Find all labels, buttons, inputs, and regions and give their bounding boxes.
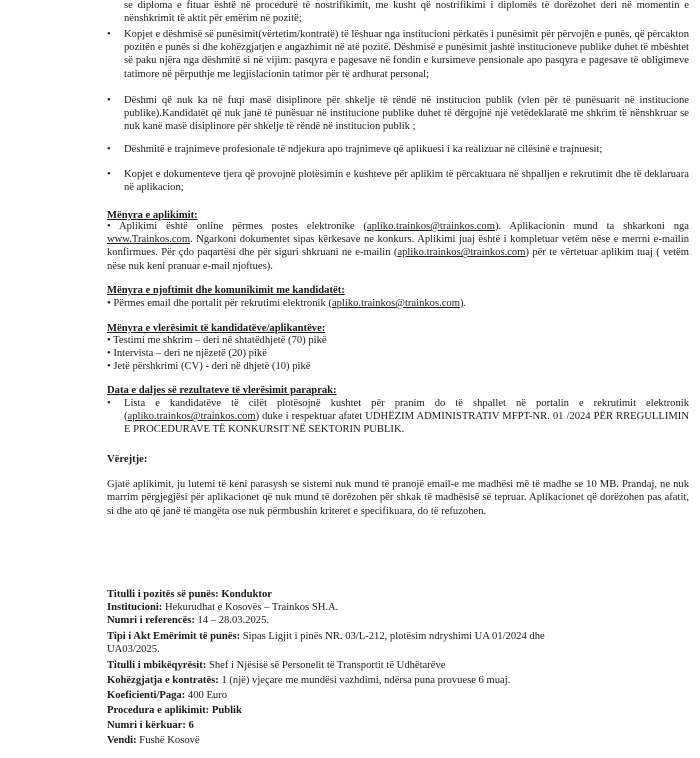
list-item-text: Kopjet e dokumenteve tjera që provojnë plotësimin e kushteve për aplikim të përcaktuara në shpalljen e rekrutimit dhe të deklaruara në aplikacion;	[124, 169, 689, 194]
act-row	[107, 630, 545, 643]
list-item-text: Dëshmitë e trajnimeve profesionale të ndjekura apo trajnimeve që aplikuesi i ka realizuar në cilësinë e trajnuesit;	[124, 144, 603, 155]
results-text	[124, 397, 689, 437]
supervisor-value: Shef i Njësisë së Personelit të Transportit të Udhëtarëve	[208, 660, 446, 671]
evaluation-item: • Jetë përshkrimi (CV) - deri në dhjetë (10) pikë	[107, 361, 311, 372]
procedure-row	[107, 704, 242, 717]
results-text-part: ) duke i respektuar afatet UDHËZIM ADMINISTRATIV MFPT-NR. 01 /2024 PËR RREGULLIMIN E PROCEDURAVE TË KONKURSIT NË SEKTORIN PUBLIK.	[124, 411, 689, 436]
duration-row	[107, 674, 510, 687]
list-bullet: •	[107, 398, 111, 409]
list-item-text: Kopjet e dëshmisë së punësimit(vërtetim/kontratë) të lëshuar nga institucioni përkatës i punësimit për përvojën e punës, që përcakton pozitën e punës si dhe kohëzgjatjen e angazhimit në atë pozitë. Dëshmisë e punësimit jashtë institucioneve publike duhet të mbështet së paku njëra nga dëshmitë si në vijim: pasqyra e pagesave në fondin e kursimeve pensionale apo pasqyra e pagesave të obligimeve tatimore në përputhje me legjislacionin tatimor për të ardhurat personal;	[124, 29, 689, 80]
list-item	[107, 168, 689, 194]
institution-row	[107, 601, 338, 614]
application-text-part: • Aplikimi është online përmes postes elektronike (	[107, 221, 367, 232]
job-title-label: Titulli i pozitës së punës:	[107, 589, 219, 600]
application-text-part: ) për te vërtetuar aplikim tuaj ( vetëm nëse nuk keni pranuar e-mail njoftues).	[107, 247, 689, 272]
list-item-text: Dëshmi që nuk ka në fuqi masë disiplinore për shkelje të rëndë në institucion publik (vlen për të punësuarit në institucione publike).Kandidatët që nuk janë të punësuar në institucione publike duhet të dërgojnë një vetëdeklaratë me shkrim të nënshkruar se nuk kanë masë disiplinore për shkelje të rëndë në institucion publik ;	[124, 95, 689, 133]
procedure-value: Publik	[211, 705, 242, 716]
list-item-text: se diploma e fituar është në procedurë të nostrifikimit, me kusht që nostrifikimi i diplomës të dorëzohet deri në momentin e nënshkrimit të aktit për emërim në pozitë;	[124, 0, 689, 25]
application-email-link[interactable]: apliko.trainkos@trainkos.com	[397, 247, 526, 259]
communication-heading: Mënyra e njoftimit dhe komunikimit me kandidatët:	[107, 285, 345, 296]
supervisor-row	[107, 659, 446, 672]
application-text-part: ). Aplikacionin mund ta shkarkoni nga	[494, 221, 690, 232]
place-value: Fushë Kosovë	[139, 735, 200, 746]
list-bullet: •	[107, 29, 111, 40]
salary-row	[107, 689, 227, 702]
website-link[interactable]: www.Trainkos.com	[107, 234, 191, 246]
application-text-part: . Ngarkoni dokumentet sipas kërkesave ne konkurs. Aplikimi juaj është i kompletuar vetëm nëse e merrni e-mailin konfirmues. Për çdo paqartësi dhe për siguri shkruani ne e-mailin (	[107, 234, 689, 259]
remarks-text: Gjatë aplikimit, ju lutemi të keni parasysh se sistemi nuk mund të pranojë email-e me madhësi më të madhe se 10 MB. Prandaj, ne nuk marrim përgjegjësi për aplikacionet që nuk mund të dorëzohen për shkak të madhësisë së tepruar. Aplikacionet që dorëzohen pas afatit, si dhe ato që janë të mangëta ose nuk përmbushin kriteret e specifikuara, do të refuzohen.	[107, 479, 689, 517]
results-email-link[interactable]: apliko.trainkos@trainkos.com	[127, 411, 256, 423]
place-label: Vendi:	[107, 735, 137, 746]
institution-label: Institucioni:	[107, 602, 163, 613]
count-value: 6	[188, 720, 194, 731]
list-item	[107, 94, 689, 138]
list-bullet: •	[107, 169, 111, 180]
results-item	[107, 397, 689, 439]
count-row	[107, 719, 194, 732]
procedure-label: Procedura e aplikimit:	[107, 705, 210, 716]
application-heading: Mënyra e aplikimit:	[107, 210, 198, 221]
act-value: Sipas Ligjit i pinës NR. 03/L-212, plotësim ndryshimi UA 01/2024 dhe	[242, 631, 545, 642]
salary-label: Koeficienti/Paga:	[107, 690, 186, 701]
supervisor-label: Titulli i mbikëqyrësit:	[107, 660, 207, 671]
evaluation-item: • Intervista – deri ne njëzetë (20) pikë	[107, 348, 267, 359]
list-bullet: •	[107, 95, 111, 106]
results-heading: Data e daljes së rezultateve të vlerësimit paraprak:	[107, 385, 337, 396]
application-email-link[interactable]: apliko.trainkos@trainkos.com	[366, 221, 495, 232]
count-label: Numri i kërkuar:	[107, 720, 186, 731]
evaluation-item: • Testimi me shkrim – deri në shtatëdhjetë (70) pikë	[107, 335, 327, 346]
communication-email-link[interactable]: apliko.trainkos@trainkos.com	[331, 298, 460, 309]
application-text	[107, 220, 689, 273]
reference-value: 14 – 28.03.2025.	[197, 615, 270, 626]
duration-value: 1 (një) vjeçare me mundësi vazhdimi, ndërsa puna provuese 6 muaj.	[221, 675, 511, 686]
reference-row	[107, 614, 269, 627]
results-text-part: Lista e kandidatëve të cilët plotësojnë kushtet për pranim do të shpallet në portalin e rekrutimit elektronik (	[124, 398, 689, 423]
duration-label: Kohëzgjatja e kontratës:	[107, 675, 219, 686]
salary-value: 400 Euro	[187, 690, 228, 701]
job-title-row	[107, 588, 272, 601]
list-item	[107, 143, 689, 169]
communication-text-part: ).	[459, 298, 467, 309]
place-row	[107, 734, 200, 747]
list-item	[107, 28, 689, 94]
reference-label: Numri i referencës:	[107, 615, 195, 626]
job-title-value: Konduktor	[221, 589, 272, 600]
list-item	[107, 0, 689, 27]
act-label: Tipi i Akt Emërimit të punës:	[107, 631, 241, 642]
institution-value: Hekurudhat e Kosovës – Trainkos SH.A.	[165, 602, 339, 613]
evaluation-heading: Mënyra e vlerësimit të kandidatëve/aplikantëve:	[107, 323, 326, 334]
remarks-heading: Vërejtje:	[107, 454, 148, 465]
communication-text	[107, 297, 689, 310]
act-row-continued: UA03/2025.	[107, 644, 160, 655]
list-bullet: •	[107, 144, 111, 155]
communication-text-part: • Përmes email dhe portalit për rekrutimi elektronik (	[107, 298, 332, 309]
